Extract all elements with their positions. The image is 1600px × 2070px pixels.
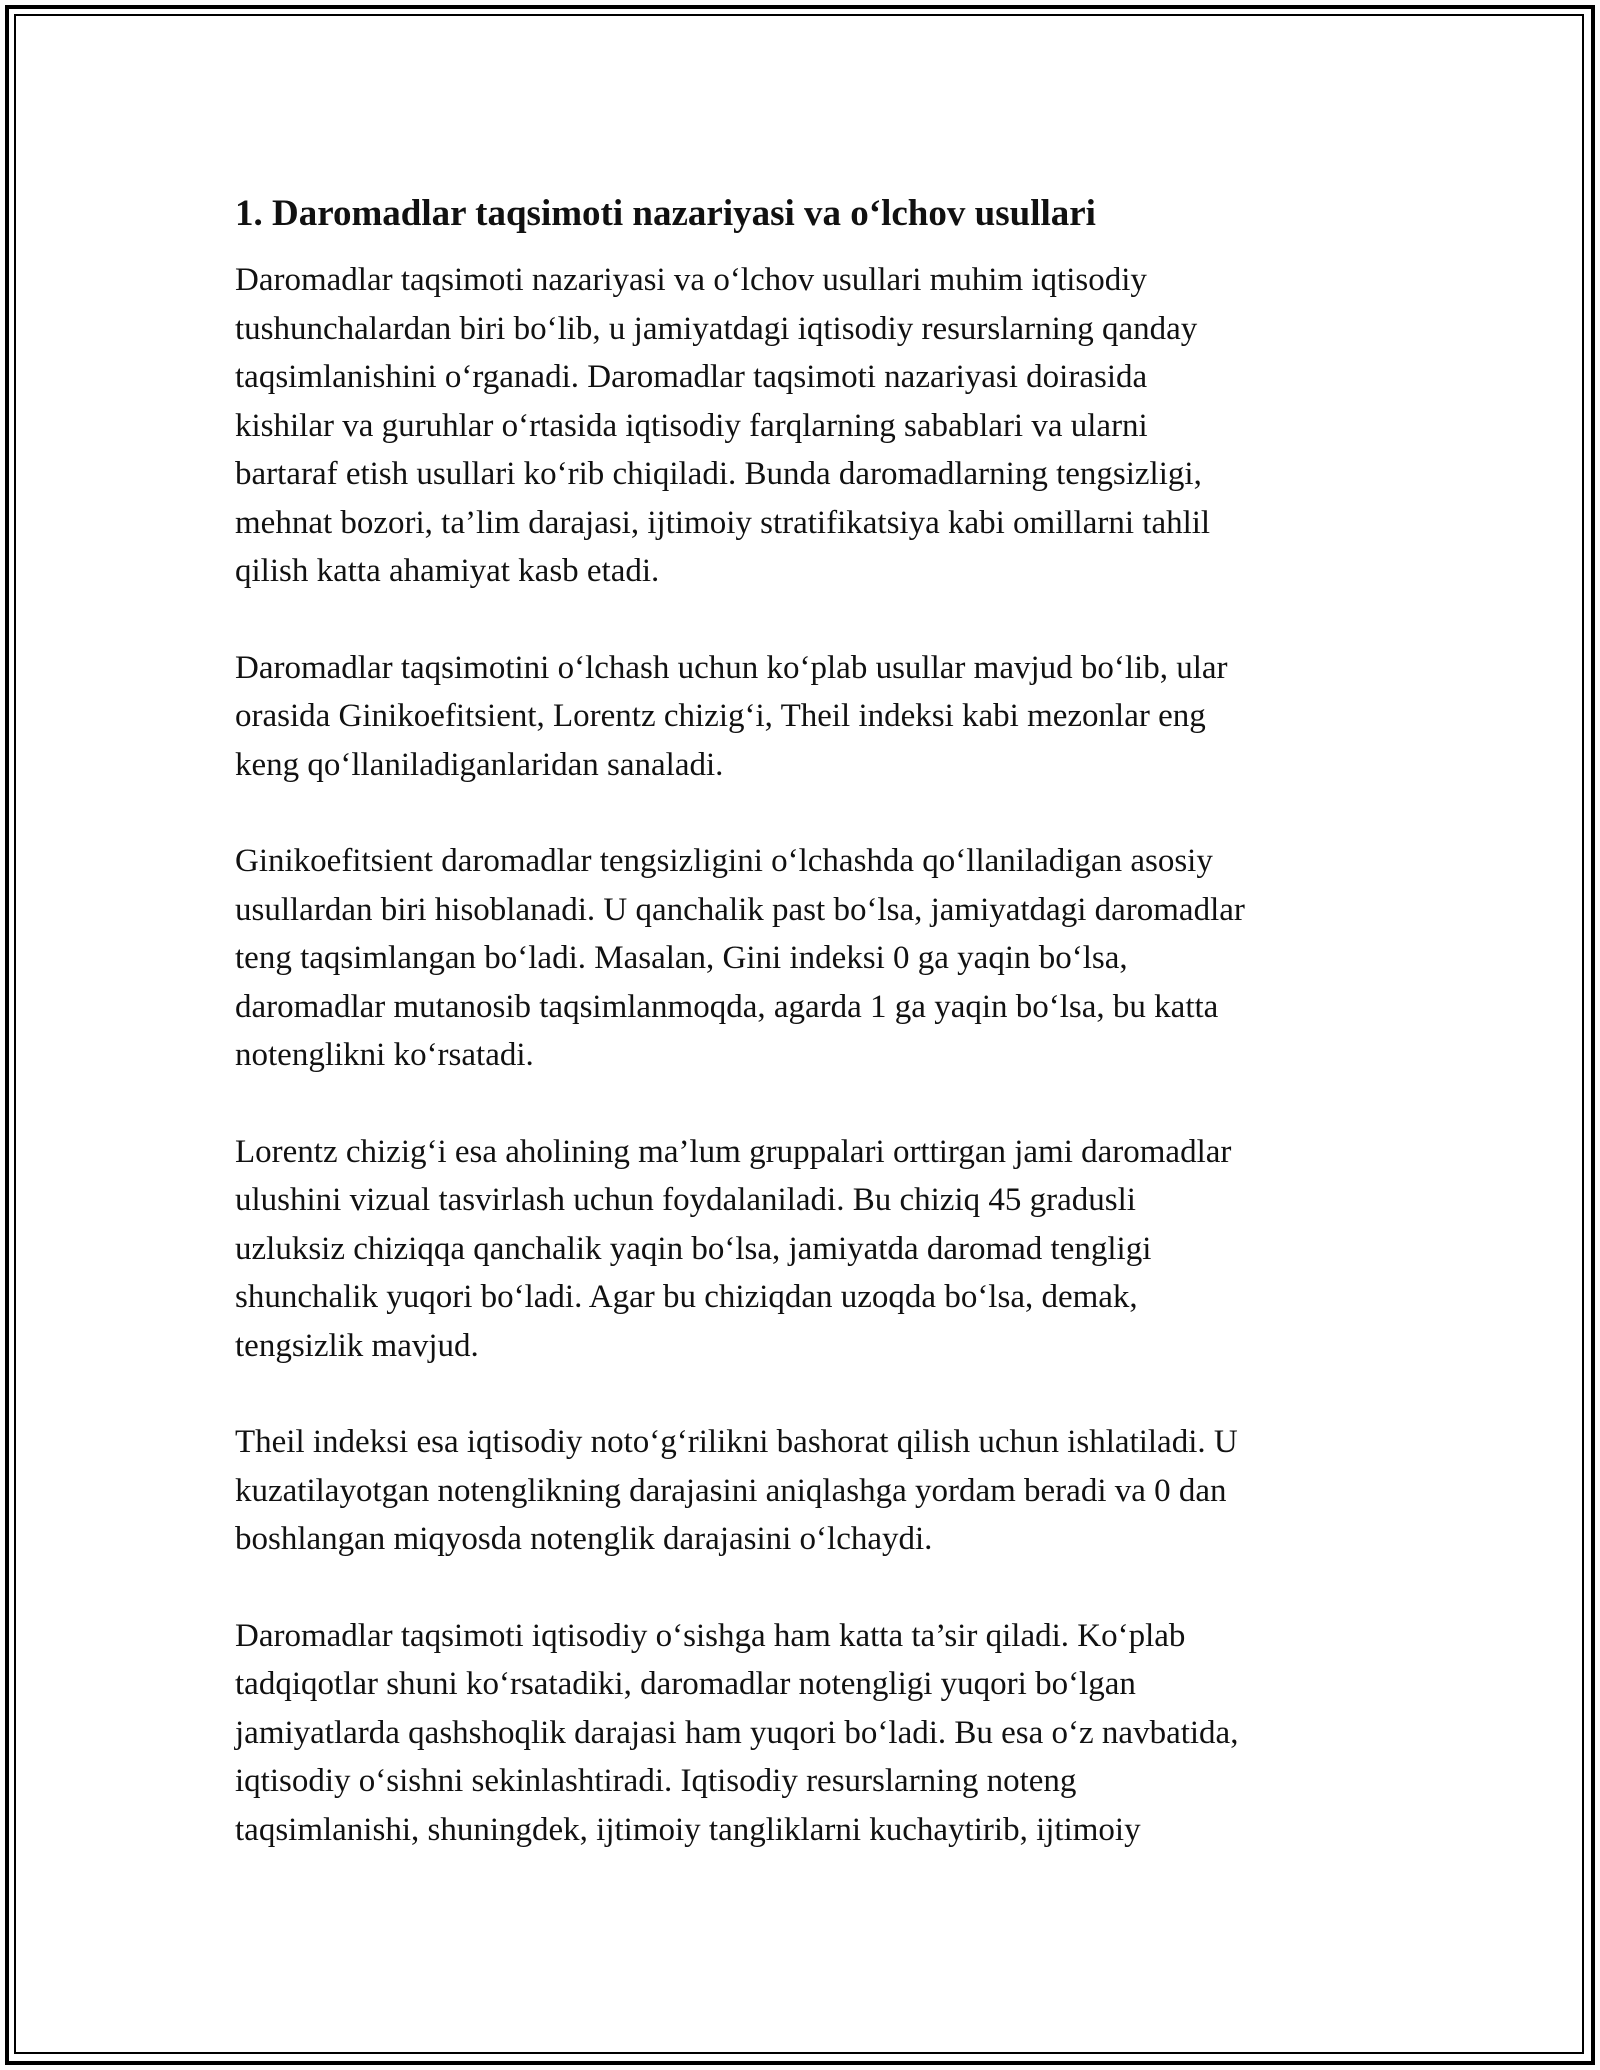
paragraph-lorenz-curve: Lorentz chizig‘i esa aholining ma’lum gruppalari orttirgan jami daromadlar ulushini vizual tasvirlash uchun foydalaniladi. Bu chiziq 45 gradusli uzluksiz chiziqqa qanchalik yaqin bo‘lsa, jamiyatda daromad tengligi shunchalik yuqori bo‘ladi. Agar bu chiziqdan uzoqda bo‘lsa, demak, tengsizlik mavjud. — [235, 1133, 1232, 1364]
document-body — [235, 186, 1375, 1902]
paragraph-gini-coefficient: Ginikoefitsient daromadlar tengsizligini o‘lchashda qo‘llaniladigan asosiy usullardan biri hisoblanadi. U qanchalik past bo‘lsa, jamiyatdagi daromadlar teng taqsimlangan bo‘ladi. Masalan, Gini indeksi 0 ga yaqin bo‘lsa, daromadlar mutanosib taqsimlanmoqda, agarda 1 ga yaqin bo‘lsa, bu katta notenglikni ko‘rsatadi. — [235, 843, 1245, 1073]
section-title: 1. Daromadlar taqsimoti nazariyasi va o‘lchov usullari — [235, 193, 1096, 234]
paragraph-economic-growth: Daromadlar taqsimoti iqtisodiy o‘sishga ham katta ta’sir qiladi. Ko‘plab tadqiqotlar shuni ko‘rsatadiki, daromadlar notengligi yuqori bo‘lgan jamiyatlarda qashshoqlik darajasi ham yuqori bo‘ladi. Bu esa o‘z navbatida, iqtisodiy o‘sishni sekinlashtiradi. Iqtisodiy resurslarning noteng taqsimlanishi, shuningdek, ijtimoiy tangliklarni kuchaytirib, ijtimoiy — [235, 1617, 1239, 1848]
paragraph-measurement-methods: Daromadlar taqsimotini o‘lchash uchun ko‘plab usullar mavjud bo‘lib, ular orasida Ginikoefitsient, Lorentz chizig‘i, Theil indeksi kabi mezonlar eng keng qo‘llaniladiganlaridan sanaladi. — [235, 649, 1228, 783]
paragraph-theil-index: Theil indeksi esa iqtisodiy noto‘g‘rilikni bashorat qilish uchun ishlatiladi. U kuzatilayotgan notenglikning darajasini aniqlashga yordam beradi va 0 dan boshlangan miqyosda notenglik darajasini o‘lchaydi. — [235, 1424, 1238, 1557]
paragraph-income-distribution-theory: Daromadlar taqsimoti nazariyasi va o‘lchov usullari muhim iqtisodiy tushunchalardan biri bo‘lib, u jamiyatdagi iqtisodiy resurslarning qanday taqsimlanishini o‘rganadi. Daromadlar taqsimoti nazariyasi doirasida kishilar va guruhlar o‘rtasida iqtisodiy farqlarning sabablari va ularni bartaraf etish usullari ko‘rib chiqiladi. Bunda daromadlarning tengsizligi, mehnat bozori, ta’lim darajasi, ijtimoiy stratifikatsiya kabi omillarni tahlil qilish katta ahamiyat kasb etadi. — [235, 262, 1211, 589]
